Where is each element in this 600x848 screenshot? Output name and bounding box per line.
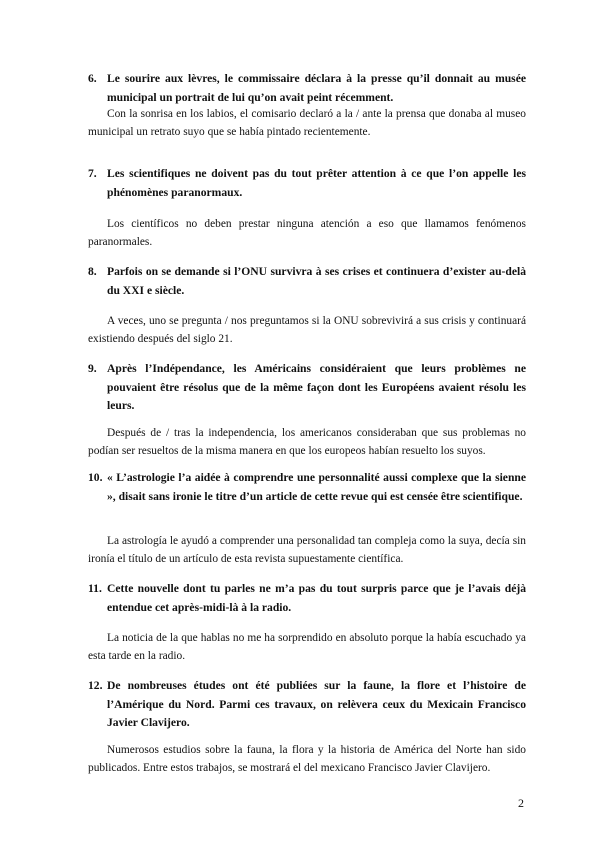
item-7-french bbox=[88, 165, 526, 202]
item-9-spanish: Después de / tras la independencia, los americanos consideraban que sus problemas no podían ser resueltos de la misma manera en que los europeos habían resuelto los suyos. bbox=[88, 427, 526, 458]
french-sentence: Les scientifiques ne doivent pas du tout prêter attention à ce que l’on appelle les phénomènes paranormaux. bbox=[107, 167, 526, 199]
french-sentence: De nombreuses études ont été publiées sur la faune, la flore et l’histoire de l’Amérique du Nord. Parmi ces travaux, on relèvera ceux du Mexicain Francisco Javier Clavijero. bbox=[107, 679, 526, 729]
item-number: 10. bbox=[88, 471, 103, 484]
item-10-french bbox=[88, 469, 526, 506]
french-sentence: Le sourire aux lèvres, le commissaire déclara à la presse qu’il donnait au musée municipal un portrait de lui qu’on avait peint récemment. bbox=[107, 72, 526, 104]
item-11-french bbox=[88, 580, 526, 617]
item-9-french bbox=[88, 360, 526, 416]
item-8-french bbox=[88, 263, 526, 300]
french-sentence: Après l’Indépendance, les Américains considéraient que leurs problèmes ne pouvaient être résolus que de la même façon dont les Européens avaient résolu les leurs. bbox=[107, 362, 526, 412]
item-12-spanish: Numerosos estudios sobre la fauna, la flora y la historia de América del Norte han sido publicados. Entre estos trabajos, se mostrará el del mexicano Francisco Javier Clavijero. bbox=[88, 744, 526, 775]
item-number: 7. bbox=[88, 167, 97, 180]
item-7-spanish: Los científicos no deben prestar ninguna atención a eso que llamamos fenómenos paranormales. bbox=[88, 218, 526, 249]
item-6-french bbox=[88, 70, 526, 107]
item-number: 11. bbox=[88, 582, 102, 595]
item-number: 12. bbox=[88, 679, 103, 692]
item-number: 6. bbox=[88, 72, 97, 85]
page-number: 2 bbox=[518, 796, 524, 810]
item-8-spanish: A veces, uno se pregunta / nos preguntamos si la ONU sobrevivirá a sus crisis y continuará existiendo después del siglo 21. bbox=[88, 315, 526, 346]
item-6-spanish: Con la sonrisa en los labios, el comisario declaró a la / ante la prensa que donaba al museo municipal un retrato suyo que se había pintado recientemente. bbox=[88, 108, 526, 139]
french-sentence: Cette nouvelle dont tu parles ne m’a pas du tout surpris parce que je l’avais déjà entendue cet après-midi-là à la radio. bbox=[107, 582, 526, 614]
item-12-french bbox=[88, 677, 526, 733]
item-11-spanish: La noticia de la que hablas no me ha sorprendido en absoluto porque la había escuchado ya esta tarde en la radio. bbox=[88, 632, 526, 663]
french-sentence: « L’astrologie l’a aidée à comprendre une personnalité aussi complexe que la sienne », disait sans ironie le titre d’un article de cette revue qui est censée être scientifique. bbox=[107, 471, 526, 503]
french-sentence: Parfois on se demande si l’ONU survivra à ses crises et continuera d’exister au-delà du XXI e siècle. bbox=[107, 265, 526, 297]
item-10-spanish: La astrología le ayudó a comprender una personalidad tan compleja como la suya, decía sin ironía el título de un artículo de esta revista supuestamente científica. bbox=[88, 535, 526, 566]
item-number: 8. bbox=[88, 265, 97, 278]
item-number: 9. bbox=[88, 362, 97, 375]
